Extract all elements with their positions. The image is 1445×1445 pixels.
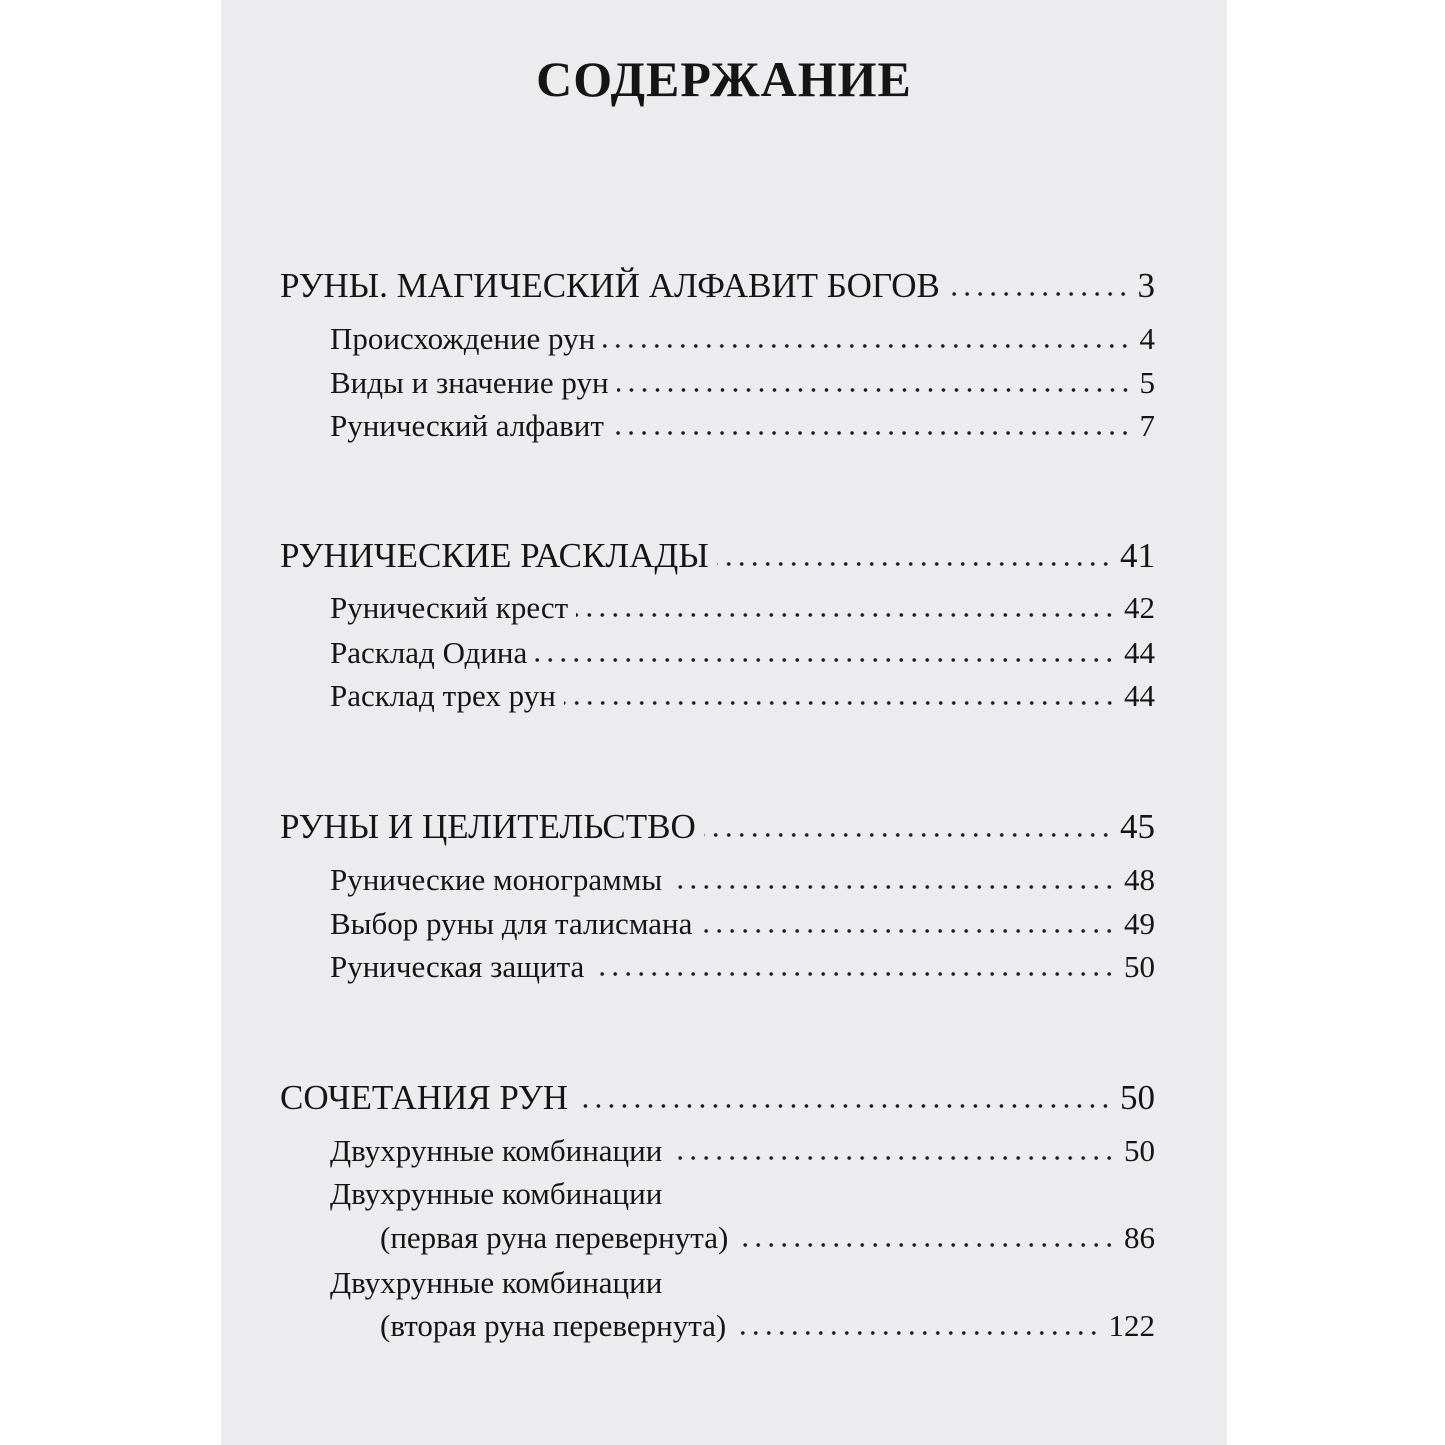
toc-section	[280, 266, 1155, 310]
toc-item	[330, 408, 1155, 452]
toc-page-number: 41	[1120, 536, 1155, 575]
toc-page-number: 5	[1139, 365, 1155, 400]
dot-leader	[535, 657, 1116, 663]
toc-page-number: 42	[1124, 590, 1155, 625]
toc-item-label: Рунический крест	[330, 590, 569, 625]
toc-item-continuation	[380, 1220, 1155, 1264]
toc-item-label: Рунический алфавит	[330, 408, 604, 443]
dot-leader	[612, 430, 1132, 436]
toc-item-label: Руническая защита	[330, 949, 585, 984]
dot-leader	[603, 343, 1131, 349]
toc-item	[330, 1176, 1155, 1220]
dot-leader	[576, 1103, 1112, 1109]
toc-item	[330, 906, 1155, 950]
toc-item	[330, 321, 1155, 365]
toc-item-continuation	[380, 1308, 1155, 1352]
toc-section-label: СОЧЕТАНИЯ РУН	[280, 1078, 569, 1117]
dot-leader	[700, 928, 1116, 934]
toc-section-label: РУНИЧЕСКИЕ РАСКЛАДЫ	[280, 536, 709, 575]
toc-page-number: 50	[1124, 949, 1155, 984]
toc-item-label: Виды и значение рун	[330, 365, 609, 400]
toc-item	[330, 635, 1155, 679]
dot-leader	[617, 387, 1132, 393]
toc-item	[330, 1133, 1155, 1177]
toc-page-number: 122	[1108, 1308, 1155, 1343]
toc-item-label: Рунические монограммы	[330, 862, 663, 897]
toc-page-number: 44	[1124, 678, 1155, 713]
toc-section	[280, 536, 1155, 580]
toc-section-label: РУНЫ. МАГИЧЕСКИЙ АЛФАВИТ БОГОВ	[280, 266, 940, 305]
dot-leader	[592, 971, 1116, 977]
toc-page-number: 7	[1139, 408, 1155, 443]
page-title: СОДЕРЖАНИЕ	[536, 51, 912, 107]
toc-section-label: РУНЫ И ЦЕЛИТЕЛЬСТВО	[280, 807, 696, 846]
book-page	[221, 0, 1227, 1445]
toc-page-number: 50	[1124, 1133, 1155, 1168]
toc-item-label: Двухрунные комбинации	[330, 1265, 663, 1300]
toc-item-label: Расклад Одина	[330, 635, 528, 670]
toc-page-number: 45	[1120, 807, 1155, 846]
dot-leader	[576, 612, 1116, 618]
dot-leader	[704, 832, 1112, 838]
toc-page-number: 3	[1137, 266, 1155, 305]
toc-section	[280, 807, 1155, 851]
toc-item	[330, 365, 1155, 409]
dot-leader	[948, 291, 1130, 297]
toc-item-label: Расклад трех рун	[330, 678, 556, 713]
toc-page-number: 48	[1124, 862, 1155, 897]
toc-page-number: 50	[1120, 1078, 1155, 1117]
dot-leader	[564, 700, 1116, 706]
toc-section	[280, 1078, 1155, 1122]
toc-item-label: Двухрунные комбинации	[330, 1133, 663, 1168]
toc-item-label: Двухрунные комбинации	[330, 1176, 663, 1211]
dot-leader	[736, 1242, 1116, 1248]
toc-page-number: 49	[1124, 906, 1155, 941]
toc-page-number: 44	[1124, 635, 1155, 670]
toc-item-label: Происхождение рун	[330, 321, 596, 356]
dot-leader	[734, 1330, 1100, 1336]
toc-item	[330, 862, 1155, 906]
toc-item	[330, 590, 1155, 634]
dot-leader	[717, 561, 1112, 567]
dot-leader	[670, 1155, 1116, 1161]
toc-item	[330, 678, 1155, 722]
toc-page-number: 86	[1124, 1220, 1155, 1255]
toc-item-label: Выбор руны для талисмана	[330, 906, 693, 941]
dot-leader	[670, 884, 1116, 890]
toc-item-continuation-label: (вторая руна перевернута)	[380, 1308, 727, 1343]
toc-item	[330, 1265, 1155, 1309]
toc-page-number: 4	[1139, 321, 1155, 356]
toc-item	[330, 949, 1155, 993]
toc-item-continuation-label: (первая руна перевернута)	[380, 1220, 729, 1255]
